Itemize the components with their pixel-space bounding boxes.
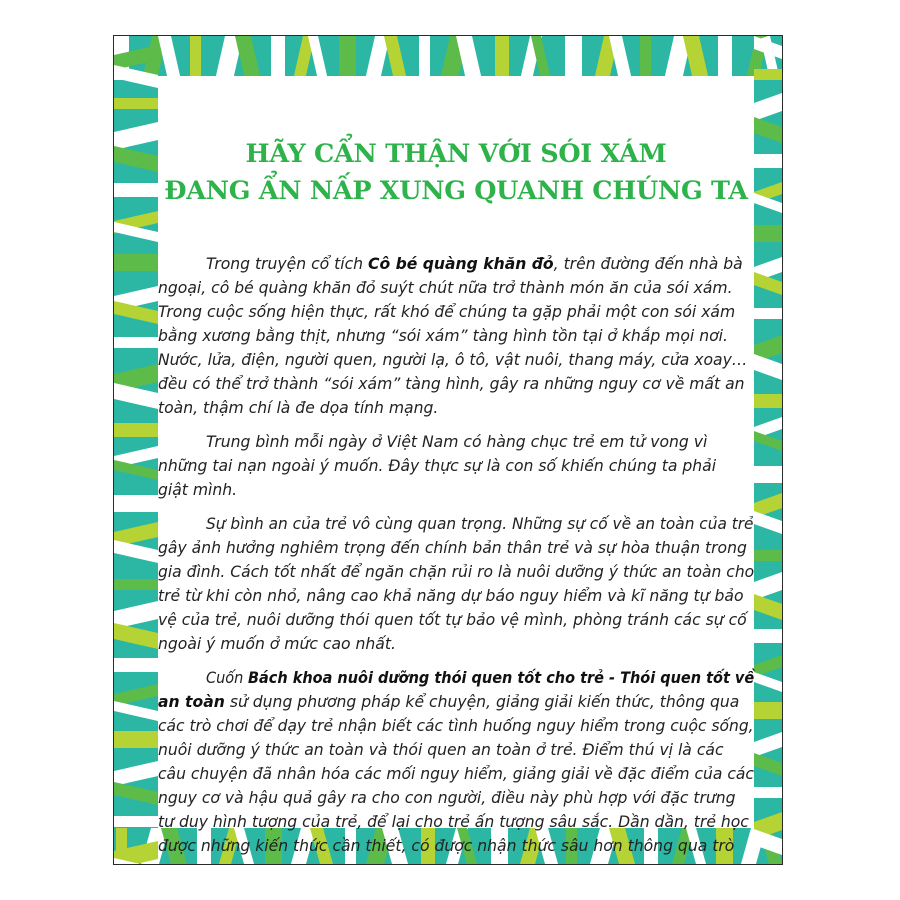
border-stripe: [754, 154, 782, 168]
border-stripe: [114, 254, 158, 271]
bold-book-title: an toàn: [158, 693, 225, 711]
text-line: ngoài ý muốn ở mức cao nhất.: [158, 635, 396, 653]
border-stripe: [114, 98, 158, 109]
border-stripe: [339, 36, 356, 80]
border-stripe: [114, 337, 158, 348]
text-line: Cuốn Bách khoa nuôi dưỡng thói quen tốt cho trẻ - Thói quen tốt về: [206, 669, 755, 687]
text-line: những tai nạn ngoài ý muốn. Đây thực sự là con số khiến chúng ta phải: [158, 457, 717, 475]
border-stripe: [565, 36, 582, 80]
border-stripe: [114, 731, 158, 748]
text-line: an toàn sử dụng phương pháp kể chuyện, giảng giải kiến thức, thông qua: [158, 693, 740, 711]
text-line: vệ của trẻ, nuôi dưỡng thói quen tốt tự bảo vệ mình, phòng tránh các sự cố: [158, 611, 747, 629]
border-stripe: [754, 550, 782, 561]
border-stripe: [114, 495, 158, 512]
border-stripe: [754, 394, 782, 408]
border-stripe: [754, 308, 782, 319]
text-line: nguy cơ và hậu quả gây ra cho con người, điều này phù hợp với đặc trưng: [158, 789, 736, 807]
border-stripe: [114, 183, 158, 197]
border-stripe: [754, 787, 782, 798]
text-line: giật mình.: [158, 481, 238, 499]
border-stripe: [754, 225, 782, 242]
text-line: Trong cuộc sống hiện thực, rất khó để chúng ta gặp phải một con sói xám: [158, 303, 736, 321]
border-stripe: [114, 658, 158, 672]
text-line: toàn, thậm chí là đe dọa tính mạng.: [158, 399, 439, 417]
text-line: bằng xương bằng thịt, nhưng “sói xám” tàng hình tồn tại ở khắp mọi nơi.: [158, 327, 728, 345]
text-line: ngoại, cô bé quàng khăn đỏ suýt chút nữa trở thành món ăn của sói xám.: [158, 279, 733, 297]
border-stripe: [419, 36, 430, 80]
book-page: [113, 35, 783, 865]
page-title-line-1: HÃY CẨN THẬN VỚI SÓI XÁM: [245, 139, 667, 169]
border-stripe: [190, 36, 201, 80]
text-line: Trung bình mỗi ngày ở Việt Nam có hàng chục trẻ em tử vong vì: [206, 433, 708, 451]
border-stripe: [754, 466, 782, 483]
border-stripe: [114, 579, 158, 590]
border-stripe: [271, 36, 285, 80]
text-line: câu chuyện đã nhân hóa các mối nguy hiểm, giảng giải về đặc điểm của các: [158, 765, 754, 783]
text-line: đều có thể trở thành “sói xám” tàng hình, gây ra những nguy cơ về mất an: [158, 375, 745, 393]
text-line: nuôi dưỡng ý thức an toàn và thói quen an toàn ở trẻ. Điểm thú vị là các: [158, 741, 724, 759]
bold-book-title: Bách khoa nuôi dưỡng thói quen tốt cho trẻ - Thói quen tốt về: [247, 669, 755, 687]
text-line: gây ảnh hưởng nghiêm trọng đến chính bản thân trẻ và sự hòa thuận trong: [158, 539, 747, 557]
border-stripe: [495, 36, 509, 80]
text-line: tư duy hình tượng của trẻ, để lại cho trẻ ấn tượng sâu sắc. Dần dần, trẻ học: [158, 813, 749, 831]
border-stripe: [754, 702, 782, 719]
border-stripe: [718, 36, 732, 80]
text-line: các trò chơi để dạy trẻ nhận biết các tình huống nguy hiểm trong cuộc sống,: [158, 717, 754, 735]
border-stripe: [754, 629, 782, 643]
text-line: trẻ từ khi còn nhỏ, nâng cao khả năng dự báo nguy hiểm và kĩ năng tự bảo: [158, 587, 744, 605]
page-title-line-2: ĐANG ẨN NẤP XUNG QUANH CHÚNG TA: [164, 176, 748, 206]
border-stripe: [114, 816, 158, 827]
text-line: Nước, lửa, điện, người quen, người lạ, ô tô, vật nuôi, thang máy, cửa xoay…: [158, 351, 748, 369]
border-stripe: [640, 36, 651, 80]
text-line: Trong truyện cổ tích Cô bé quàng khăn đỏ, trên đường đến nhà bà: [206, 255, 743, 273]
border-stripe: [114, 423, 158, 437]
text-line: Sự bình an của trẻ vô cùng quan trọng. Những sự cố về an toàn của trẻ: [206, 515, 754, 533]
page-content: [158, 76, 755, 855]
bold-book-title: Cô bé quàng khăn đỏ: [368, 255, 554, 273]
border-stripe: [754, 69, 782, 80]
text-line: được những kiến thức cần thiết, có được nhận thức sâu hơn thông qua trò: [158, 837, 735, 855]
text-line: gia đình. Cách tốt nhất để ngăn chặn rủi ro là nuôi dưỡng ý thức an toàn cho: [158, 563, 755, 581]
